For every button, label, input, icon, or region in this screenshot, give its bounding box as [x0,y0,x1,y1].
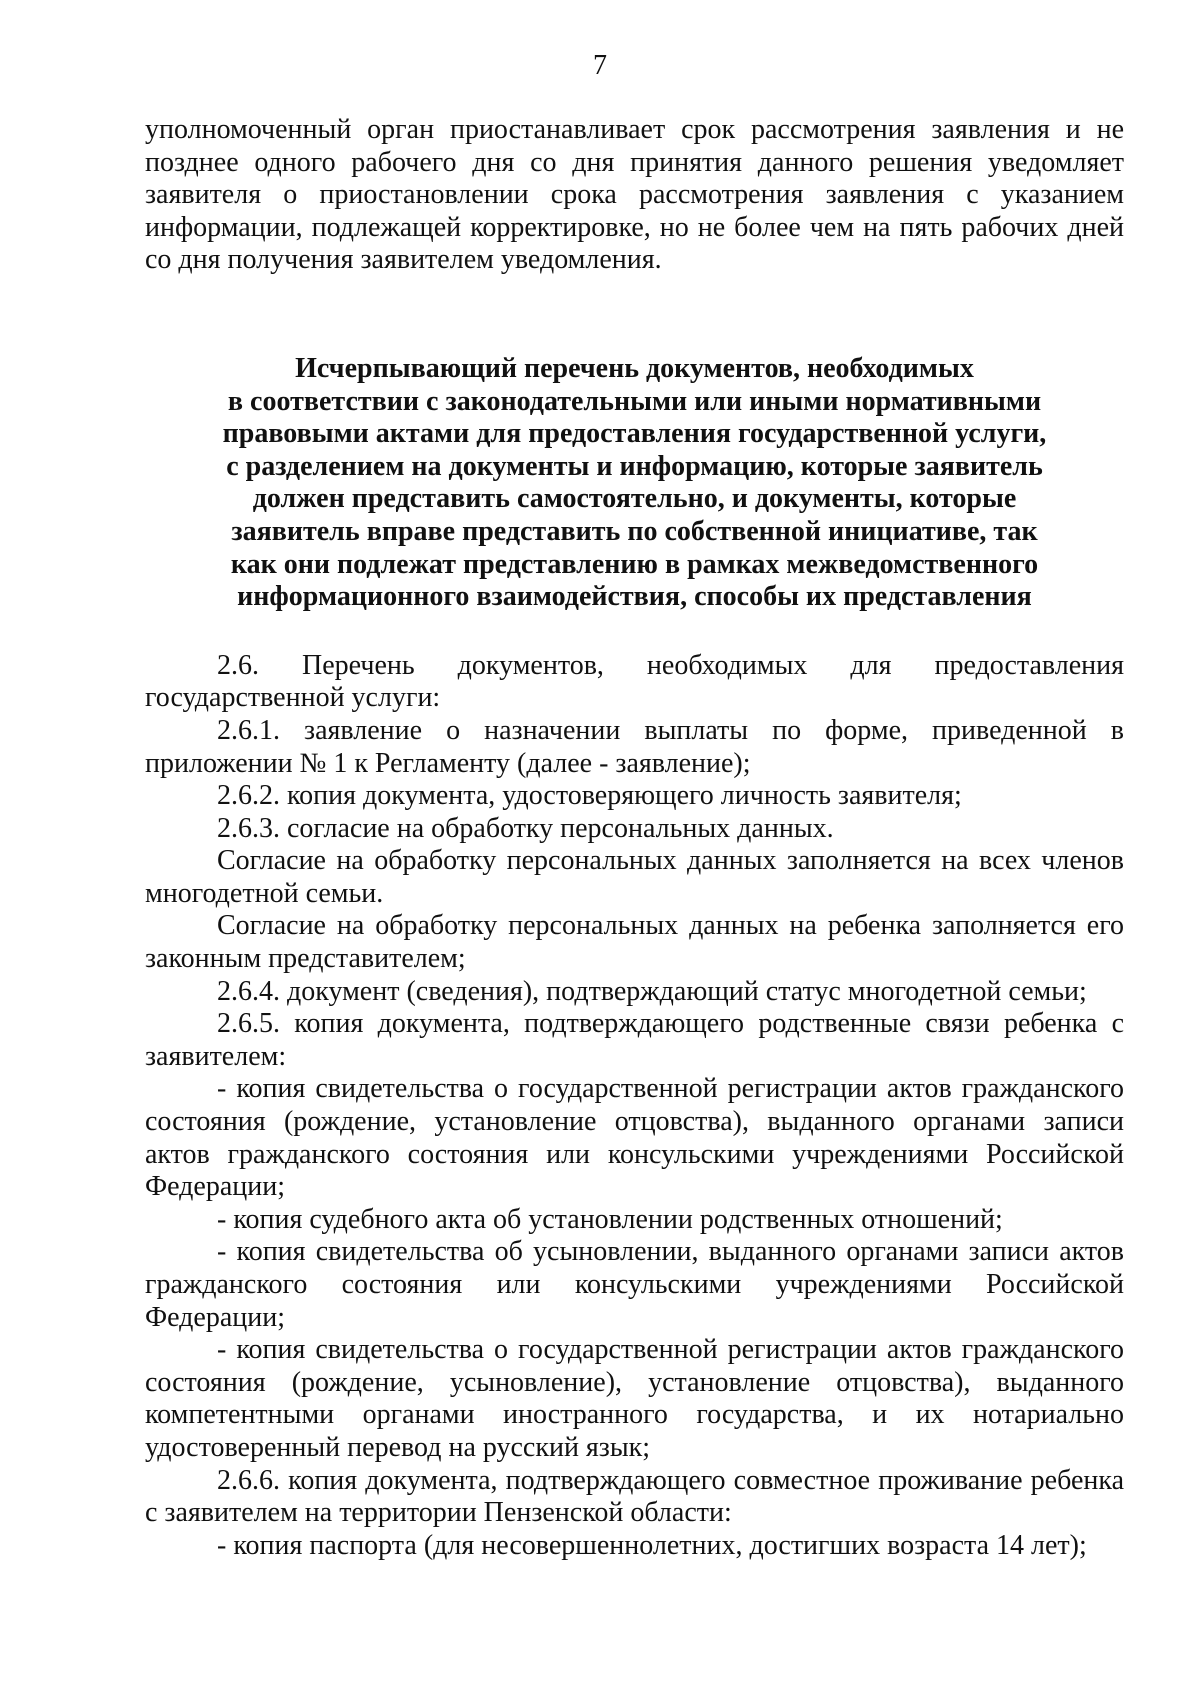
heading-line: информационного взаимодействия, способы их представления [237,581,1032,613]
heading-line: в соответствии с законодательными или иными нормативными [227,385,1042,417]
paragraph-2-6-1: 2.6.1. заявление о назначении выплаты по форме, приведенной в приложении № 1 к Регламенту (далее - заявление); [145,714,1124,779]
paragraph-2-6: 2.6. Перечень документов, необходимых для предоставления государственной услуги: [145,649,1124,714]
paragraph-2-6-4: 2.6.4. документ (сведения), подтверждающий статус многодетной семьи; [217,975,1087,1007]
paragraph-2-6-2: 2.6.2. копия документа, удостоверяющего личность заявителя; [217,780,962,812]
intro-paragraph: уполномоченный орган приостанавливает срок рассмотрения заявления и не позднее одного рабочего дня со дня принятия данного решения уведомляет заявителя о приостановлении срока рассмотрения заявления с указанием информации, подлежащей корректировке, но не более чем на пять рабочих дней со дня получения заявителем уведомления. [145,114,1124,276]
heading-line: правовыми актами для предоставления государственной услуги, [222,418,1047,450]
document-body [145,114,1124,1562]
paragraph-2-6-6: 2.6.6. копия документа, подтверждающего совместное проживание ребенка с заявителем на территории Пензенской области: [145,1464,1124,1529]
heading-line: Исчерпывающий перечень документов, необходимых [295,352,974,384]
list-item-adoption-certificate: - копия свидетельства об усыновлении, выданного органами записи актов гражданского состояния или консульскими учреждениями Российской Федерации; [145,1236,1124,1333]
list-item-court-act: - копия судебного акта об установлении родственных отношений; [217,1203,1003,1235]
list-item-birth-certificate: - копия свидетельства о государственной регистрации актов гражданского состояния (рождение, установление отцовства), выданного органами записи актов гражданского состояния или консульскими учреждениями Российской Федерации; [145,1073,1124,1203]
list-item-foreign-certificate: - копия свидетельства о государственной регистрации актов гражданского состояния (рождение, усыновление), установление отцовства), выданного компетентными органами иностранного государства, и их нотариально удостоверенный перевод на русский язык; [145,1334,1124,1463]
list-item-passport: - копия паспорта (для несовершеннолетних, достигших возраста 14 лет); [217,1529,1087,1561]
section-heading [205,353,1065,614]
paragraph-consent-child: Согласие на обработку персональных данных на ребенка заполняется его законным представителем; [145,910,1124,975]
paragraph-consent-all-members: Согласие на обработку персональных данных заполняется на всех членов многодетной семьи. [145,845,1124,909]
paragraph-2-6-5: 2.6.5. копия документа, подтверждающего родственные связи ребенка с заявителем: [145,1008,1124,1072]
heading-line: заявитель вправе представить по собственной инициативе, так [231,515,1038,547]
heading-line: с разделением на документы и информацию, которые заявитель [226,450,1043,482]
page-number: 7 [593,50,607,81]
heading-line: как они подлежат представлению в рамках межведомственного [230,548,1039,580]
heading-line: должен представить самостоятельно, и документы, которые [252,483,1017,515]
paragraph-2-6-3: 2.6.3. согласие на обработку персональных данных. [217,812,834,844]
